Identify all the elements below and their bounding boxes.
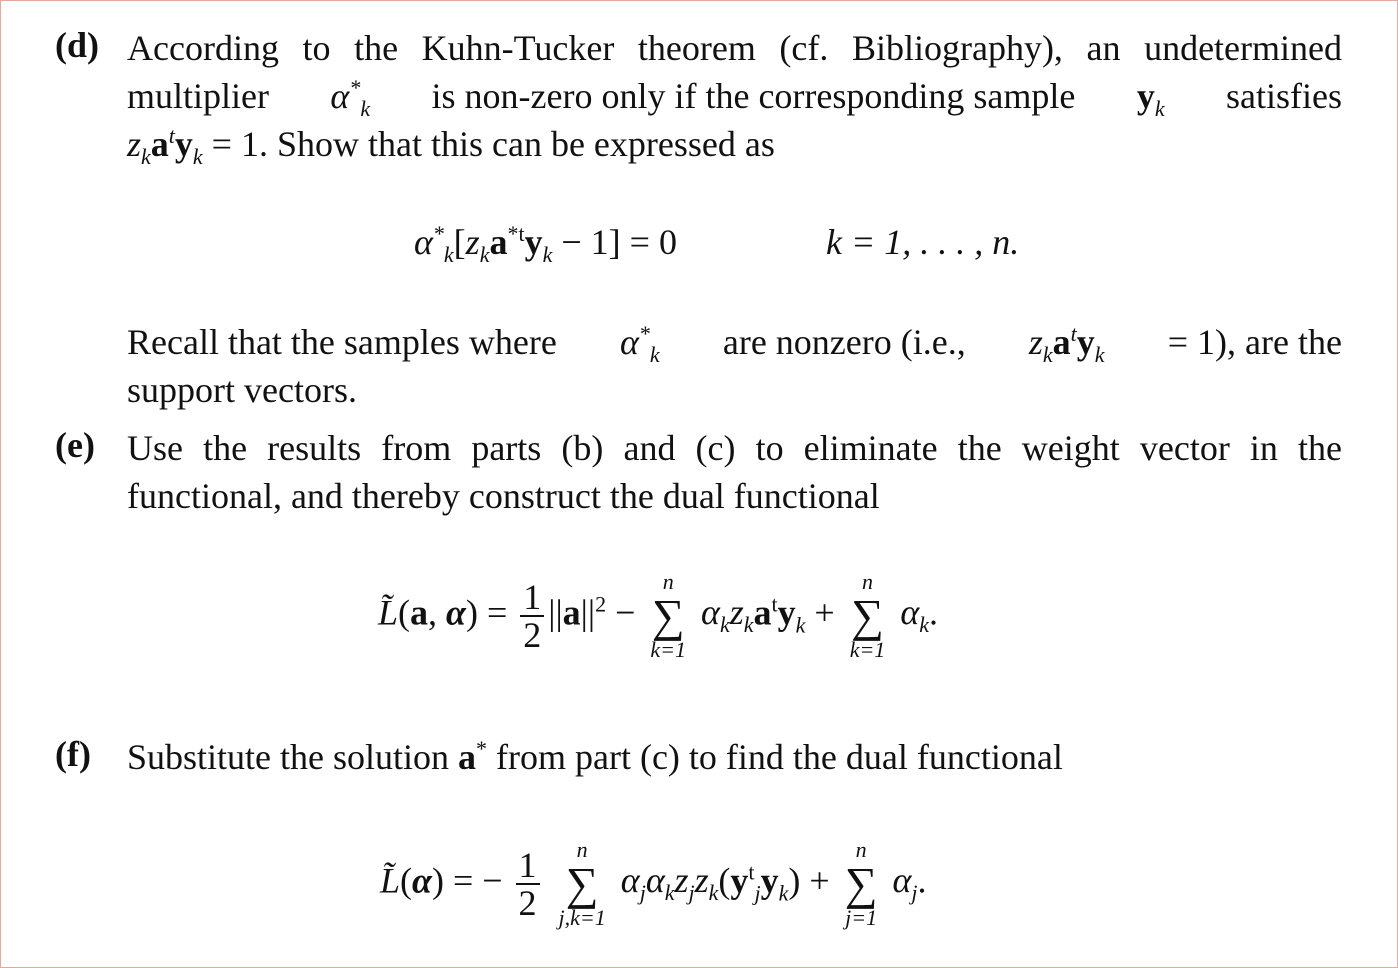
y-k: $y_k$ xyxy=(1136,76,1165,122)
d-line3-post: = 1. Show that this can be expressed as xyxy=(211,124,775,164)
recall-mid: are nonzero (i.e., xyxy=(722,322,966,362)
item-d-line-2 xyxy=(127,72,1342,120)
recall-zay: $z_ka^ty_k$ xyxy=(1028,321,1105,368)
item-e-line-2: functional, and thereby construct the dual functional xyxy=(127,476,880,516)
equation-kkt: $\alpha^*_k[z_ka^{*t}y_k - 1] = 0$ xyxy=(414,221,677,268)
item-label-e: (e) xyxy=(55,425,95,465)
recall-pre: Recall that the samples where xyxy=(127,322,557,362)
item-d-recall-line-1 xyxy=(127,318,1342,366)
item-label-f: (f) xyxy=(55,734,91,774)
item-d-line-1: According to the Kuhn-Tucker theorem (cf. Bibliography), an undetermined xyxy=(127,28,1342,68)
equation-dual: L̃(α) = − $\frac{1}{2}$ n ∑ j,k=1 $\alpha_j\alpha_kz_jz_k(y^t_jy_k)$ + n ∑ j=1 $\alpha_j$. xyxy=(380,837,927,930)
item-d-recall-line-2: support vectors. xyxy=(127,370,357,410)
recall-post: = 1), are the xyxy=(1167,322,1342,362)
item-d-line-3 xyxy=(127,120,1342,168)
item-f-line-1: Substitute the solution a* from part (c) to find the dual functional xyxy=(127,736,1063,777)
item-label-d: (d) xyxy=(55,25,99,65)
equation-range: k = 1, . . . , n. xyxy=(826,222,1020,262)
alpha-k-star: $\alpha^*_k$ xyxy=(330,75,371,122)
item-e-line-1: Use the results from parts (b) and (c) to eliminate the weight vector in the xyxy=(127,428,1342,468)
equation-lagrangian: L̃(a, α) = $\frac{1}{2}$ $||a||^2$ − n ∑ k=1 $\alpha_kz_ka^ty_k$ + n ∑ k=1 $\alpha_k$. xyxy=(378,569,938,662)
d-line2-mid: is non-zero only if the corresponding sample xyxy=(431,76,1076,116)
recall-alpha: $\alpha^*_k$ xyxy=(620,321,660,368)
z-k-a-y-k: $z_ka^ty_k$ xyxy=(127,123,203,170)
d-line2-pre: multiplier xyxy=(127,76,269,116)
d-line2-post: satisfies xyxy=(1226,76,1342,116)
